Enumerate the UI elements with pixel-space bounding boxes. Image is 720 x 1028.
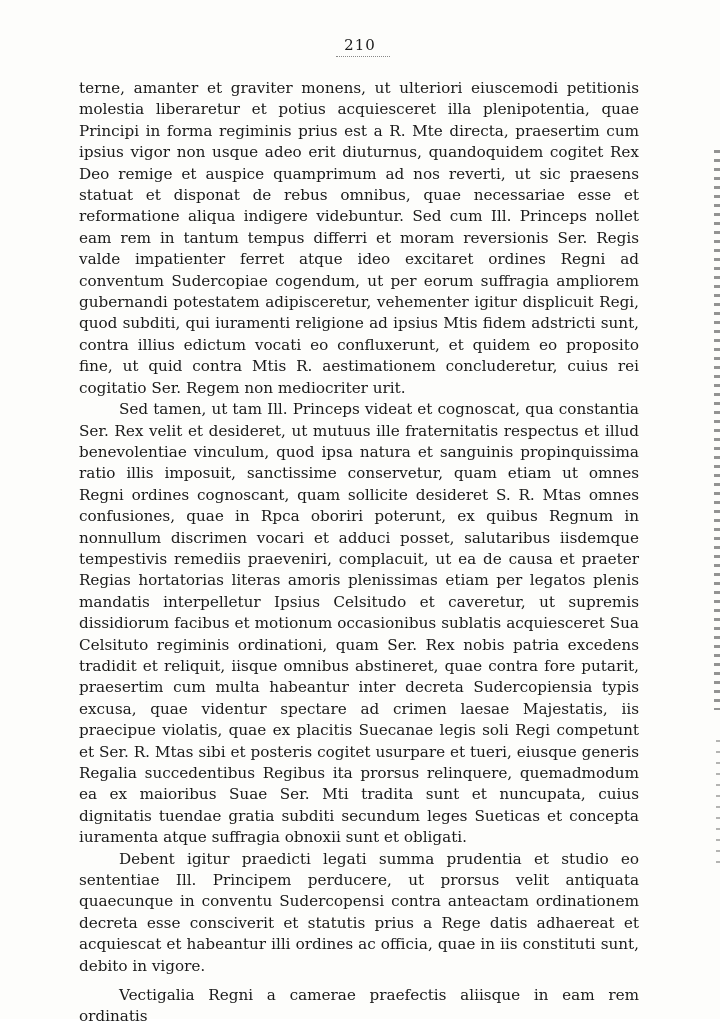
body-text	[79, 78, 639, 1028]
paragraph-1: terne, amanter et graviter monens, ut ulteriori eiuscemodi petitionis molestia liberaretur et potius acquiesceret illa plenipotentia, quae Principi in forma regiminis prius est a R. Mte directa, praesertim cum ipsius vigor non usque adeo erit diuturnus, quandoquidem cogitet Rex Deo remige et auspice quamprimum ad nos reverti, ut sic praesens statuat et disponat de rebus omnibus, quae necessariae esse et reformatione aliqua indigere videbuntur. Sed cum Ill. Princeps nollet eam rem in tantum tempus differri et moram reversionis Ser. Regis valde impatienter ferret atque ideo excitaret ordines Regni ad conventum Sudercopiae cogendum, ut per eorum suffragia ampliorem gubernandi potestatem adipisceretur, vehementer igitur displicuit Regi, quod subditi, qui iuramenti religione ad ipsius Mtis fidem adstricti sunt, contra illius edictum vocati eo confluxerunt, et quidem eo proposito fine, ut quid contra Mtis R. aestimationem concluderetur, cuius rei cogitatio Ser. Regem non mediocriter urit.	[79, 79, 639, 397]
paragraph-3: Debent igitur praedicti legati summa prudentia et studio eo sententiae Ill. Principem perducere, ut prorsus velit antiquata quaecunque in conventu Sudercopensi contra anteactam ordinationem decreta esse consciverit et statutis prius a Rege datis adhaereat et acquiescat et habeantur illi ordines ac officia, quae in iis constituti sunt, debito in vigore.	[79, 849, 639, 975]
paragraph-2: Sed tamen, ut tam Ill. Princeps videat et cognoscat, qua constantia Ser. Rex velit et desideret, ut mutuus ille fraternitatis respectus et illud benevolentiae vinculum, quod ipsa natura et sanguinis propinquissima ratio illis imposuit, sanctissime conservetur, quam etiam ut omnes Regni ordines cognoscant, quam sollicite desideret S. R. Mtas omnes confusiones, quae in Rpca oboriri poterunt, ex quibus Regnum in nonnullum discrimen vocari et adduci posset, salutaribus iisdemque tempestivis remediis praeveniri, complacuit, ut ea de causa et praeter Regias hortatorias literas amoris plenissimas etiam per legatos plenis mandatis interpelletur Ipsius Celsitudo et caveretur, ut supremis dissidiorum facibus et motionum occasionibus sublatis acquiesceret Sua Celsituto regiminis ordinationi, quam Ser. Rex nobis patria excedens tradidit et reliquit, iisque omnibus abstineret, quae contra fore putarit, praesertim cum multa habeantur inter decreta Sudercopiensia typis excusa, quae videntur spectare ad crimen laesae Majestatis, iis praecipue violatis, quae ex placitis Suecanae legis soli Regi competunt et Ser. R. Mtas sibi et posteris cogitet usurpare et tueri, eiusque generis Regalia succedentibus Regibus ita prorsus relinquere, quemadmodum ea ex maioribus Suae Ser. Mti tradita sunt et nuncupata, cuius dignitatis tuendae gratia subditi secundum leges Sueticas et concepta iuramenta atque suffragia obnoxii sunt et obligati.	[79, 400, 639, 847]
page-number: 210	[344, 36, 376, 54]
header-rule	[336, 56, 390, 57]
paragraph-4: Vectigalia Regni a camerae praefectis aliisque in eam rem ordinatis	[79, 986, 639, 1026]
scan-edge-mark	[714, 150, 720, 710]
scan-edge-mark-lower	[716, 740, 720, 870]
